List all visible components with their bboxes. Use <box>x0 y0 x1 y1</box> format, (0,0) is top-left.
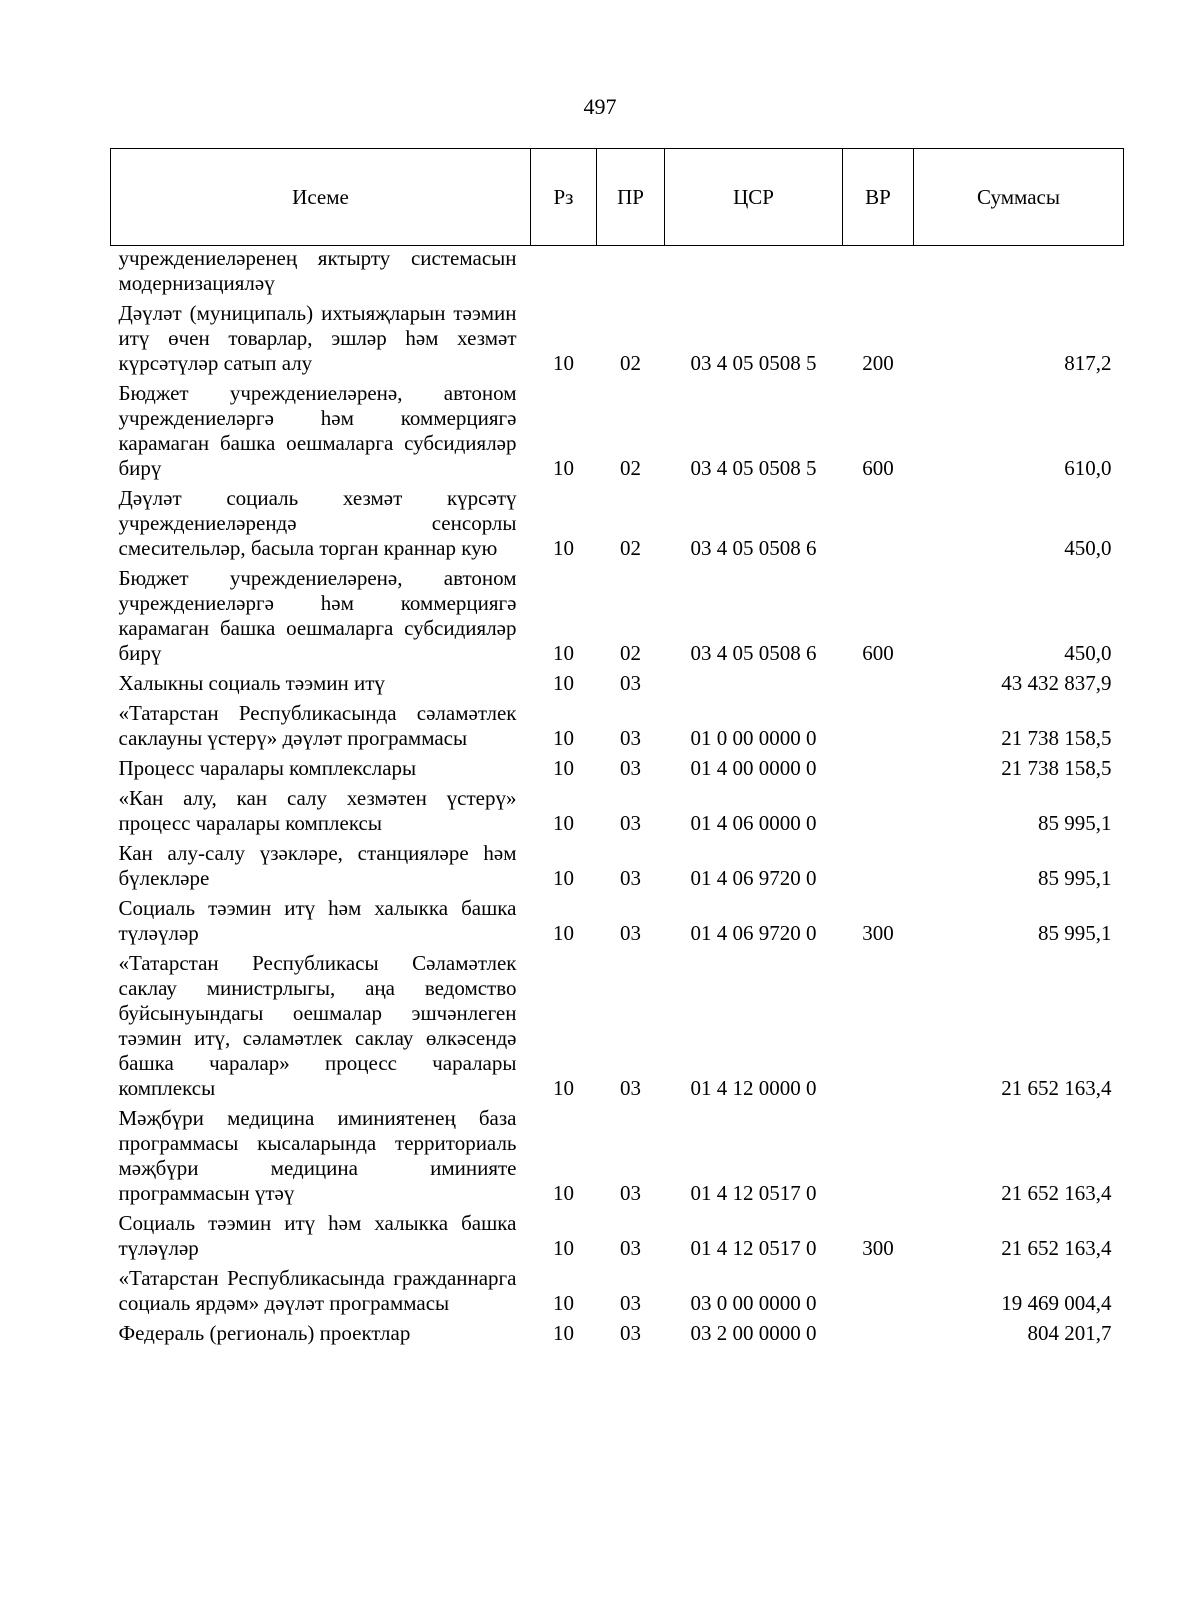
cell-name: Кан алу-салу үзәкләре, станцияләре һәм бүлекләре <box>118 841 517 890</box>
cell-sum: 85 995,1 <box>1038 811 1112 835</box>
cell-rz: 10 <box>553 641 574 665</box>
cell-rz: 10 <box>553 1291 574 1315</box>
cell-pr: 03 <box>620 671 641 695</box>
cell-sum: 610,0 <box>1064 456 1112 480</box>
table-row <box>111 836 1124 891</box>
header-vr: ВР <box>843 149 914 246</box>
cell-vr <box>843 946 914 1101</box>
cell-pr: 03 <box>620 811 641 835</box>
cell-csr: 03 4 05 0508 5 <box>690 351 817 375</box>
table-row <box>111 246 1124 297</box>
cell-rz: 10 <box>553 811 574 835</box>
cell-name: «Татарстан Республикасында сәламәтлек саклауны үстерү» дәүләт программасы <box>118 701 517 750</box>
cell-name: Бюджет учреждениеләренә, автоном учреждениеләргә һәм коммерциягә карамаган башка оешмаларга субсидияләр бирү <box>118 566 517 665</box>
cell-vr: 300 <box>862 921 894 945</box>
cell-name: Дәүләт (муниципаль) ихтыяҗларын тәэмин итү өчен товарлар, эшләр һәм хезмәт күрсәтүләр сатып алу <box>118 301 517 375</box>
cell-sum: 21 652 163,4 <box>1001 1181 1112 1205</box>
table-row <box>111 781 1124 836</box>
cell-sum: 450,0 <box>1064 536 1112 560</box>
cell-sum: 43 432 837,9 <box>1001 671 1112 695</box>
table-row <box>111 891 1124 946</box>
cell-csr <box>665 246 843 297</box>
table-row <box>111 481 1124 561</box>
cell-vr: 200 <box>862 351 894 375</box>
cell-vr <box>843 1261 914 1316</box>
cell-name: Социаль тәэмин итү һәм халыкка башка түләүләр <box>118 896 517 945</box>
cell-sum: 21 738 158,5 <box>1001 726 1112 750</box>
cell-pr: 02 <box>620 351 641 375</box>
cell-rz: 10 <box>553 726 574 750</box>
table-row <box>111 1316 1124 1346</box>
cell-name: Бюджет учреждениеләренә, автоном учреждениеләргә һәм коммерциягә карамаган башка оешмаларга субсидияләр бирү <box>118 381 517 480</box>
table-row <box>111 1261 1124 1316</box>
cell-rz: 10 <box>553 921 574 945</box>
cell-name: Социаль тәэмин итү һәм халыкка башка түләүләр <box>118 1211 517 1260</box>
cell-sum: 450,0 <box>1064 641 1112 665</box>
header-rz: Рз <box>531 149 597 246</box>
cell-vr: 600 <box>862 641 894 665</box>
cell-rz: 10 <box>553 1236 574 1260</box>
cell-vr: 300 <box>862 1236 894 1260</box>
cell-csr: 03 0 00 0000 0 <box>690 1291 817 1315</box>
cell-sum: 804 201,7 <box>1027 1321 1112 1345</box>
cell-pr: 03 <box>620 756 641 780</box>
cell-vr <box>843 1101 914 1206</box>
cell-csr: 03 4 05 0508 6 <box>690 536 817 560</box>
table-row <box>111 666 1124 696</box>
cell-vr <box>843 1316 914 1346</box>
table-row <box>111 296 1124 376</box>
table-row <box>111 751 1124 781</box>
cell-pr: 03 <box>620 1181 641 1205</box>
cell-name: «Татарстан Республикасында гражданнарга социаль ярдәм» дәүләт программасы <box>118 1266 517 1315</box>
cell-vr <box>843 836 914 891</box>
cell-name: «Кан алу, кан салу хезмәтен үстерү» процесс чаралары комплексы <box>118 786 517 835</box>
cell-pr <box>597 246 665 297</box>
cell-name: Мәҗбүри медицина иминиятенең база программасы кысаларында территориаль мәҗбүри медицина иминияте программасын үтәү <box>118 1106 517 1205</box>
cell-name: Дәүләт социаль хезмәт күрсәтү учреждениеләрендә сенсорлы смесительләр, басыла торган краннар кую <box>118 486 517 560</box>
cell-vr <box>843 481 914 561</box>
cell-name: Халыкны социаль тәэмин итү <box>118 671 385 695</box>
table-row <box>111 946 1124 1101</box>
cell-vr <box>843 666 914 696</box>
cell-sum <box>914 246 1124 297</box>
cell-name: «Татарстан Республикасы Сәламәтлек саклау министрлыгы, аңа ведомство буйсынуындагы оешмалар эшчәнлеген тәэмин итү, сәламәтлек саклау өлкәсендә башка чаралар» процесс чаралары комплексы <box>118 951 517 1100</box>
table-header-row <box>111 149 1124 246</box>
cell-vr <box>843 246 914 297</box>
cell-rz: 10 <box>553 1321 574 1345</box>
header-csr: ЦСР <box>665 149 843 246</box>
cell-rz: 10 <box>553 536 574 560</box>
cell-sum: 85 995,1 <box>1038 866 1112 890</box>
cell-pr: 03 <box>620 921 641 945</box>
cell-name: Федераль (региональ) проектлар <box>118 1321 411 1345</box>
cell-csr: 01 4 06 0000 0 <box>690 811 817 835</box>
cell-csr: 03 4 05 0508 5 <box>690 456 817 480</box>
header-name: Исеме <box>111 149 531 246</box>
cell-sum: 21 652 163,4 <box>1001 1076 1112 1100</box>
cell-pr: 02 <box>620 456 641 480</box>
cell-sum: 817,2 <box>1064 351 1112 375</box>
header-pr: ПР <box>597 149 665 246</box>
cell-rz: 10 <box>553 456 574 480</box>
cell-pr: 03 <box>620 1291 641 1315</box>
cell-csr: 01 4 06 9720 0 <box>690 921 817 945</box>
cell-rz: 10 <box>553 756 574 780</box>
cell-rz: 10 <box>553 1181 574 1205</box>
cell-vr: 600 <box>862 456 894 480</box>
cell-name: Процесс чаралары комплекслары <box>118 756 417 780</box>
cell-csr: 01 4 00 0000 0 <box>690 756 817 780</box>
table-row <box>111 1206 1124 1261</box>
cell-rz: 10 <box>553 866 574 890</box>
table-row <box>111 1101 1124 1206</box>
cell-pr: 03 <box>620 1236 641 1260</box>
cell-name: учреждениеләренең яктырту системасын модернизацияләү <box>118 246 517 295</box>
cell-sum: 21 738 158,5 <box>1001 756 1112 780</box>
cell-csr: 01 0 00 0000 0 <box>690 726 817 750</box>
cell-csr: 01 4 12 0517 0 <box>690 1236 817 1260</box>
budget-table <box>110 148 1124 1346</box>
cell-csr: 01 4 12 0517 0 <box>690 1181 817 1205</box>
cell-rz <box>531 246 597 297</box>
table-row <box>111 376 1124 481</box>
table-row <box>111 561 1124 666</box>
cell-csr: 01 4 12 0000 0 <box>690 1076 817 1100</box>
cell-vr <box>843 696 914 751</box>
cell-pr: 03 <box>620 726 641 750</box>
cell-pr: 03 <box>620 866 641 890</box>
cell-pr: 02 <box>620 641 641 665</box>
cell-sum: 21 652 163,4 <box>1001 1236 1112 1260</box>
table-body <box>111 246 1124 1347</box>
cell-csr: 03 4 05 0508 6 <box>690 641 817 665</box>
cell-pr: 02 <box>620 536 641 560</box>
cell-vr <box>843 751 914 781</box>
table-row <box>111 696 1124 751</box>
cell-csr: 03 2 00 0000 0 <box>690 1321 817 1345</box>
cell-csr <box>665 666 843 696</box>
cell-pr: 03 <box>620 1076 641 1100</box>
cell-rz: 10 <box>553 1076 574 1100</box>
cell-pr: 03 <box>620 1321 641 1345</box>
cell-rz: 10 <box>553 351 574 375</box>
cell-csr: 01 4 06 9720 0 <box>690 866 817 890</box>
header-sum: Суммасы <box>914 149 1124 246</box>
cell-sum: 85 995,1 <box>1038 921 1112 945</box>
page-number: 497 <box>583 94 617 119</box>
cell-sum: 19 469 004,4 <box>1001 1291 1112 1315</box>
cell-rz: 10 <box>553 671 574 695</box>
cell-vr <box>843 781 914 836</box>
